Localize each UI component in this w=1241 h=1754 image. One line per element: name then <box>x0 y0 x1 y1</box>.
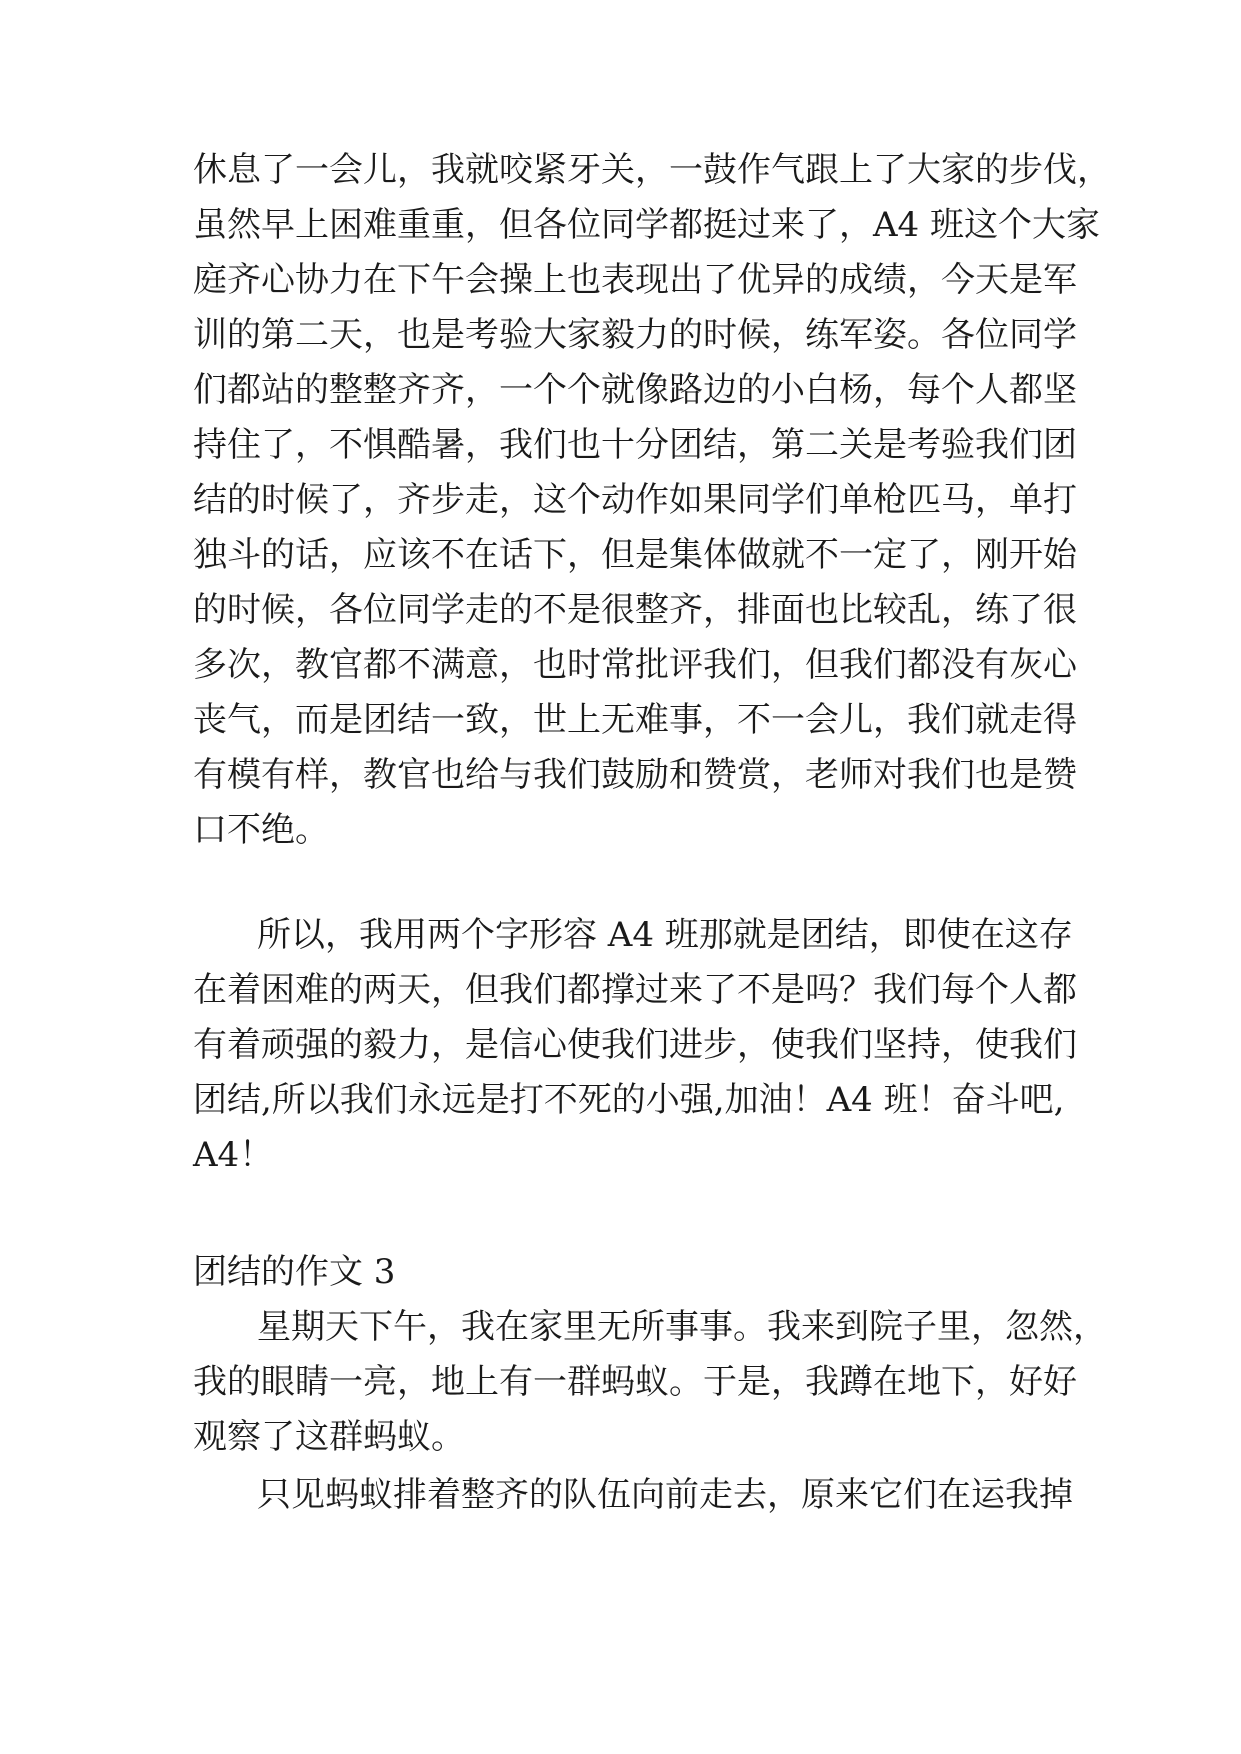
paragraph-1-line-3: 庭齐心协力在下午会操上也表现出了优异的成绩，今天是军 <box>193 260 1077 300</box>
paragraph-2-line-1: 所以，我用两个字形容 A4 班那就是团结，即使在这存 <box>257 915 1073 955</box>
paragraph-4-line-1: 只见蚂蚁排着整齐的队伍向前走去，原来它们在运我掉 <box>257 1475 1073 1515</box>
paragraph-2-line-4: 团结,所以我们永远是打不死的小强,加油！A4 班！奋斗吧, <box>193 1080 1065 1120</box>
paragraph-1-line-7: 结的时候了，齐步走，这个动作如果同学们单枪匹马，单打 <box>193 480 1077 520</box>
paragraph-1-line-13: 口不绝。 <box>193 810 329 850</box>
paragraph-2-line-2: 在着困难的两天，但我们都撑过来了不是吗？我们每个人都 <box>193 970 1077 1010</box>
paragraph-2-line-3: 有着顽强的毅力，是信心使我们进步，使我们坚持，使我们 <box>193 1025 1077 1065</box>
paragraph-2-line-5: A4！ <box>193 1135 274 1175</box>
paragraph-1-line-8: 独斗的话，应该不在话下，但是集体做就不一定了，刚开始 <box>193 535 1077 575</box>
paragraph-1-line-10: 多次，教官都不满意，也时常批评我们，但我们都没有灰心 <box>193 645 1077 685</box>
essay-heading: 团结的作文 3 <box>193 1252 396 1292</box>
paragraph-3-line-3: 观察了这群蚂蚁。 <box>193 1417 465 1457</box>
paragraph-3-line-1: 星期天下午，我在家里无所事事。我来到院子里，忽然， <box>257 1307 1107 1347</box>
paragraph-1-line-9: 的时候，各位同学走的不是很整齐，排面也比较乱，练了很 <box>193 590 1077 630</box>
paragraph-1-line-1: 休息了一会儿，我就咬紧牙关，一鼓作气跟上了大家的步伐， <box>193 150 1111 190</box>
paragraph-1-line-12: 有模有样，教官也给与我们鼓励和赞赏，老师对我们也是赞 <box>193 755 1077 795</box>
paragraph-1-line-6: 持住了，不惧酷暑，我们也十分团结，第二关是考验我们团 <box>193 425 1077 465</box>
paragraph-1-line-4: 训的第二天，也是考验大家毅力的时候，练军姿。各位同学 <box>193 315 1077 355</box>
paragraph-3-line-2: 我的眼睛一亮，地上有一群蚂蚁。于是，我蹲在地下，好好 <box>193 1362 1077 1402</box>
paragraph-1-line-5: 们都站的整整齐齐，一个个就像路边的小白杨，每个人都坚 <box>193 370 1077 410</box>
paragraph-1-line-2: 虽然早上困难重重，但各位同学都挺过来了，A4 班这个大家 <box>193 205 1100 245</box>
paragraph-1-line-11: 丧气，而是团结一致，世上无难事，不一会儿，我们就走得 <box>193 700 1077 740</box>
